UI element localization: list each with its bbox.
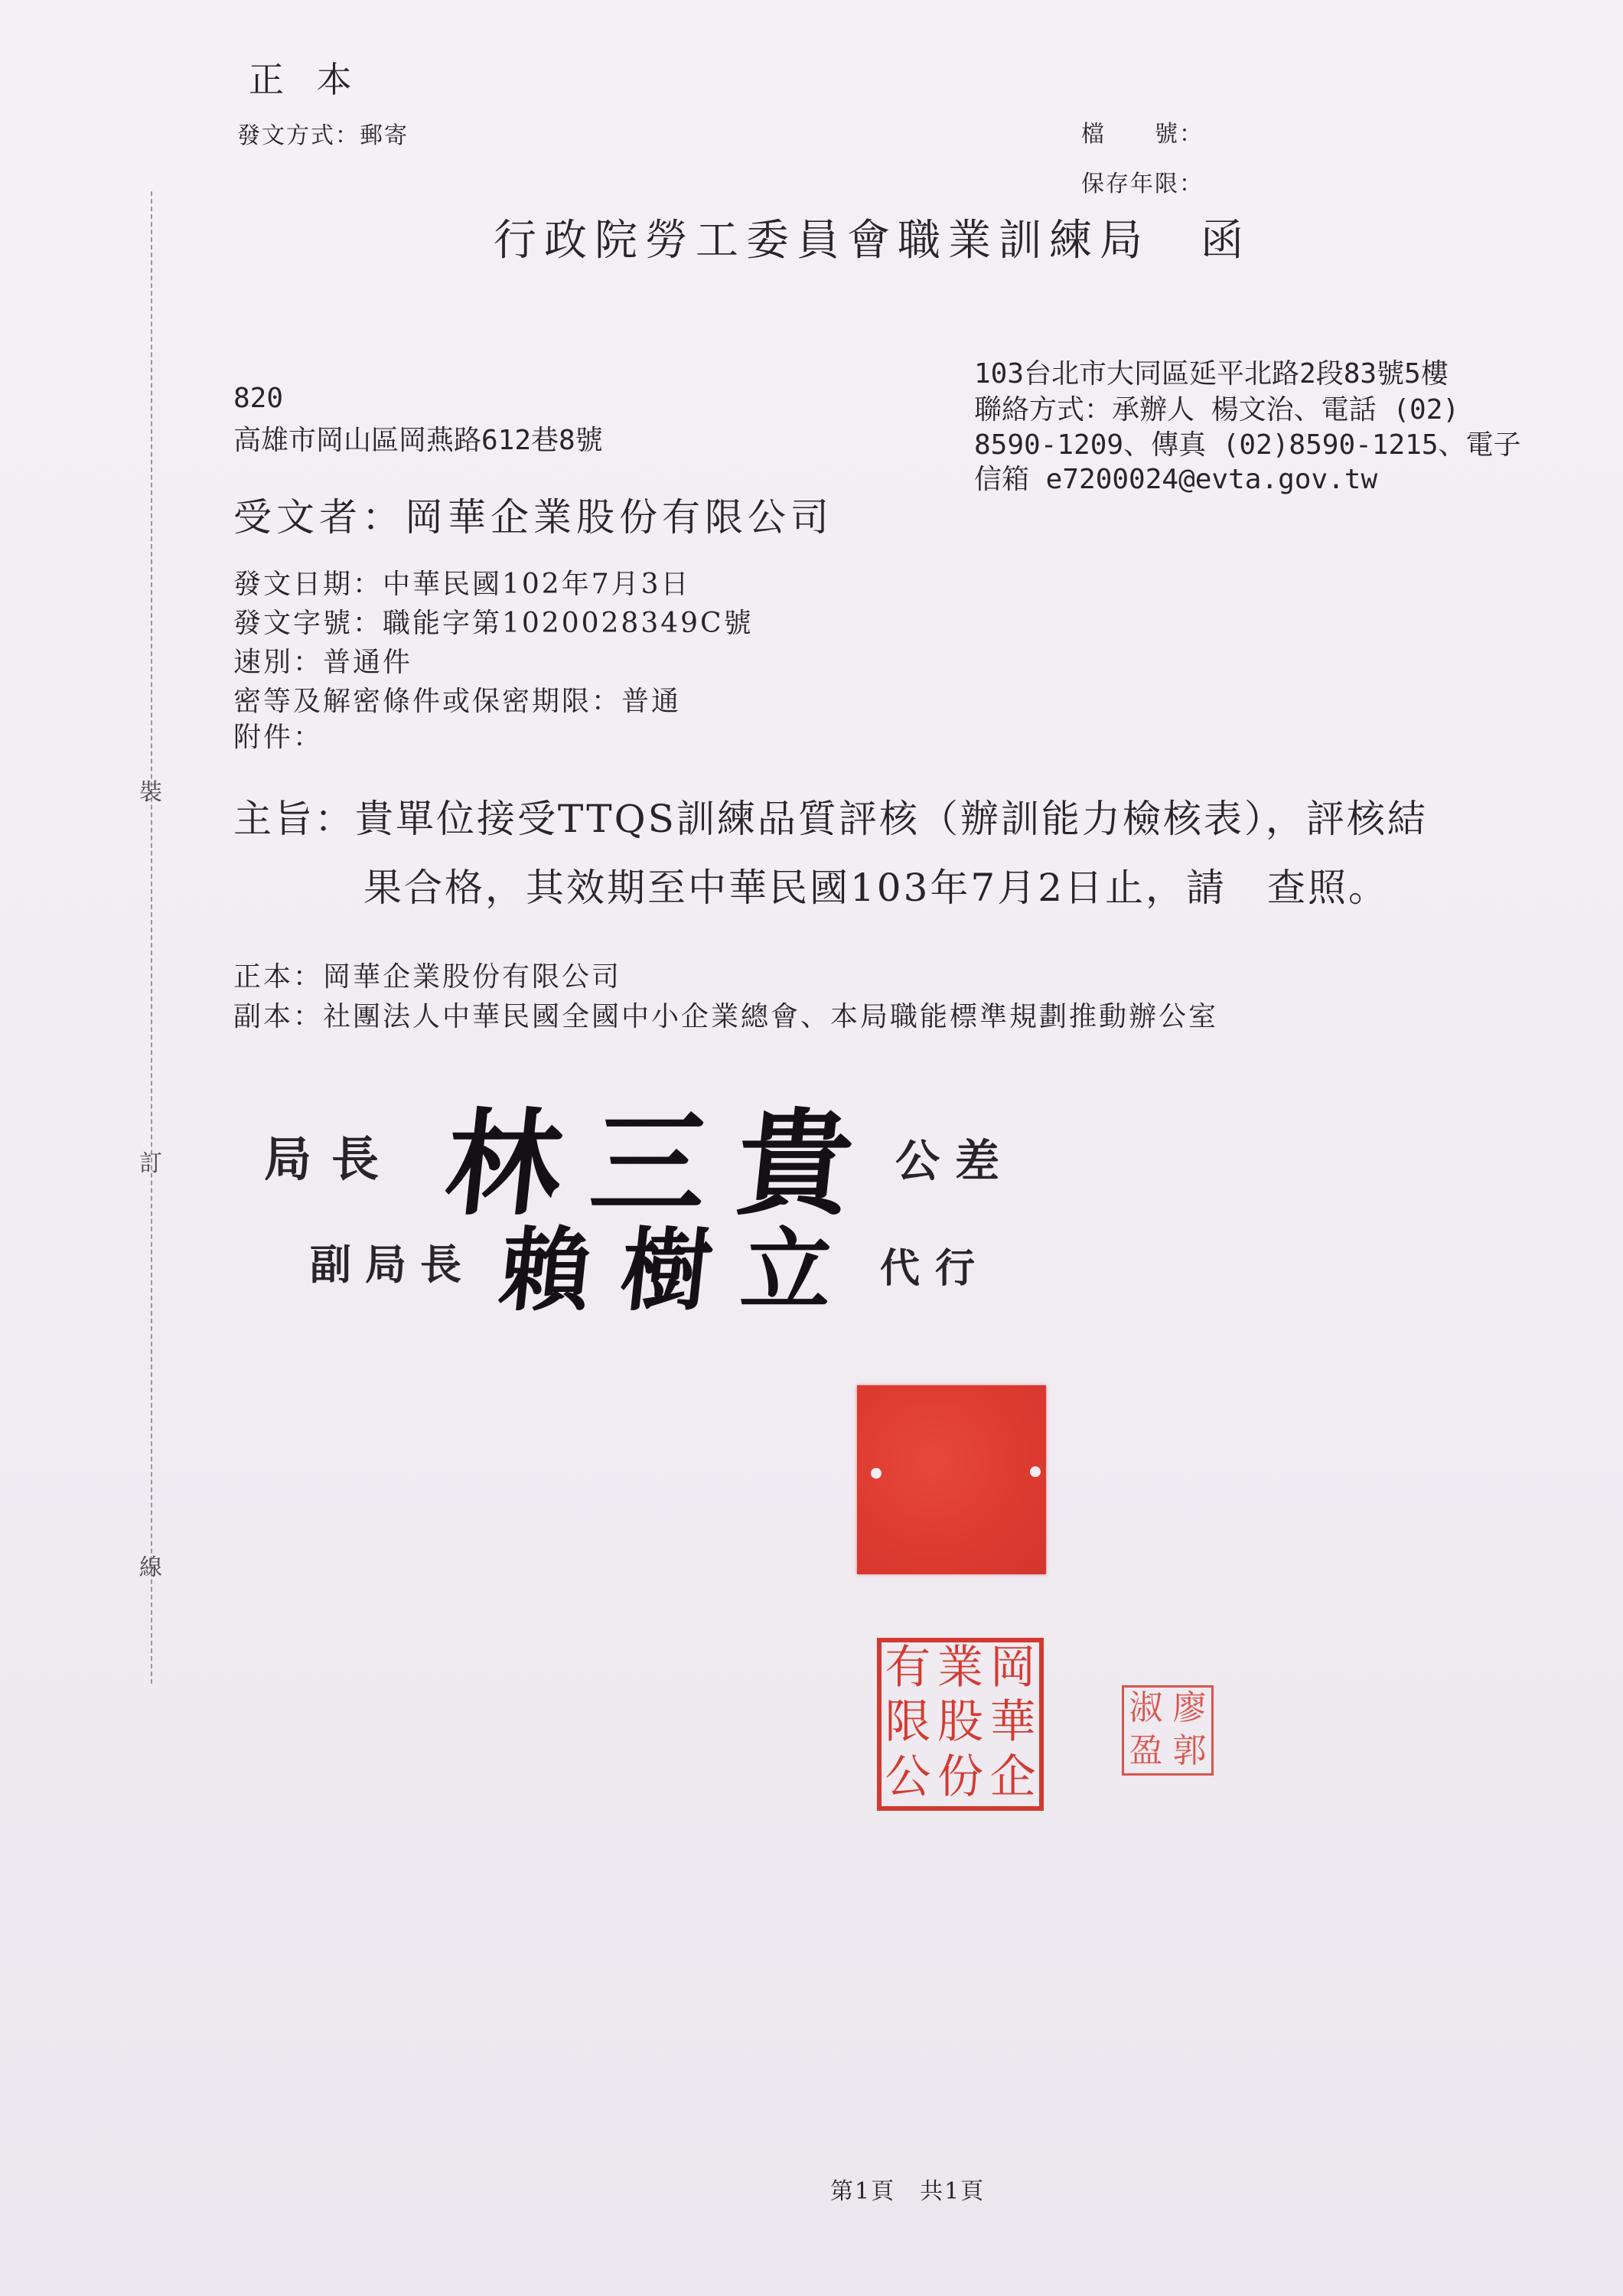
subject-line2: 果合格，其效期至中華民國103年7月2日止，請 查照。	[363, 866, 1390, 910]
company-seal-char: 華	[989, 1695, 1036, 1750]
deputy-role: 副局長	[310, 1240, 475, 1289]
company-seal-char: 限	[885, 1695, 931, 1750]
recipient: 受文者：岡華企業股份有限公司	[233, 495, 833, 540]
security-level: 密等及解密條件或保密期限：普通	[233, 686, 682, 717]
deputy-note: 代行	[880, 1245, 991, 1292]
seal-hole-left	[871, 1468, 882, 1479]
official-seal	[857, 1385, 1046, 1574]
sender-address: 103台北市大同區延平北路2段83號5樓	[974, 358, 1449, 390]
sender-contact-line1: 聯絡方式：承辦人 楊文治、電話 (02)	[974, 394, 1460, 426]
file-number-label: 檔 號：	[1081, 121, 1204, 148]
seal-hole-right	[1030, 1466, 1041, 1477]
attachment-label: 附件：	[233, 722, 324, 753]
company-seal-char: 有	[885, 1641, 931, 1694]
issue-date: 發文日期：中華民國102年7月3日	[233, 569, 691, 600]
recipient-street: 高雄市岡山區岡燕路612巷8號	[233, 425, 603, 456]
company-seal-char: 份	[937, 1750, 983, 1804]
deputy-signature: 賴樹立	[494, 1217, 869, 1323]
company-seal-char: 岡	[989, 1641, 1036, 1694]
company-seal-char: 公	[885, 1750, 931, 1804]
company-seal-char: 企	[989, 1750, 1036, 1804]
page-number: 第1頁 共1頁	[830, 2178, 986, 2205]
personal-seal	[1122, 1685, 1214, 1776]
binding-line	[151, 191, 152, 1684]
director-role: 局長	[264, 1131, 399, 1187]
director-signature: 林三貴	[439, 1097, 890, 1231]
binding-mark-top: 裝	[139, 779, 162, 806]
company-seal	[877, 1638, 1044, 1811]
director-note: 公差	[895, 1135, 1015, 1187]
copy-recipients: 副本：社團法人中華民國全國中小企業總會、本局職能標準規劃推動辦公室	[233, 1001, 1219, 1032]
copy-type: 正 本	[249, 59, 363, 100]
binding-mark-middle: 訂	[139, 1150, 162, 1177]
sender-contact-line2: 8590-1209、傳真 (02)8590-1215、電子	[974, 429, 1521, 461]
document-number: 發文字號：職能字第1020028349C號	[233, 608, 754, 639]
delivery-speed: 速別：普通件	[233, 647, 413, 678]
document-title: 行政院勞工委員會職業訓練局 函	[494, 216, 1251, 266]
company-seal-char: 業	[937, 1641, 983, 1694]
personal-seal-char: 郭	[1172, 1731, 1207, 1770]
personal-seal-char: 盈	[1129, 1731, 1163, 1770]
company-seal-char: 股	[937, 1695, 983, 1750]
retention-label: 保存年限：	[1081, 171, 1204, 197]
subject-line1: 主旨：貴單位接受TTQS訓練品質評核（辦訓能力檢核表），評核結	[233, 797, 1428, 841]
personal-seal-char: 廖	[1172, 1688, 1207, 1727]
dispatch-method: 發文方式：郵寄	[237, 122, 409, 149]
recipient-postal-code: 820	[233, 383, 284, 414]
binding-mark-bottom: 線	[139, 1554, 162, 1581]
personal-seal-char: 淑	[1129, 1688, 1163, 1727]
original-recipient: 正本：岡華企業股份有限公司	[233, 961, 622, 993]
sender-contact-line3: 信箱 e7200024@evta.gov.tw	[974, 464, 1378, 495]
